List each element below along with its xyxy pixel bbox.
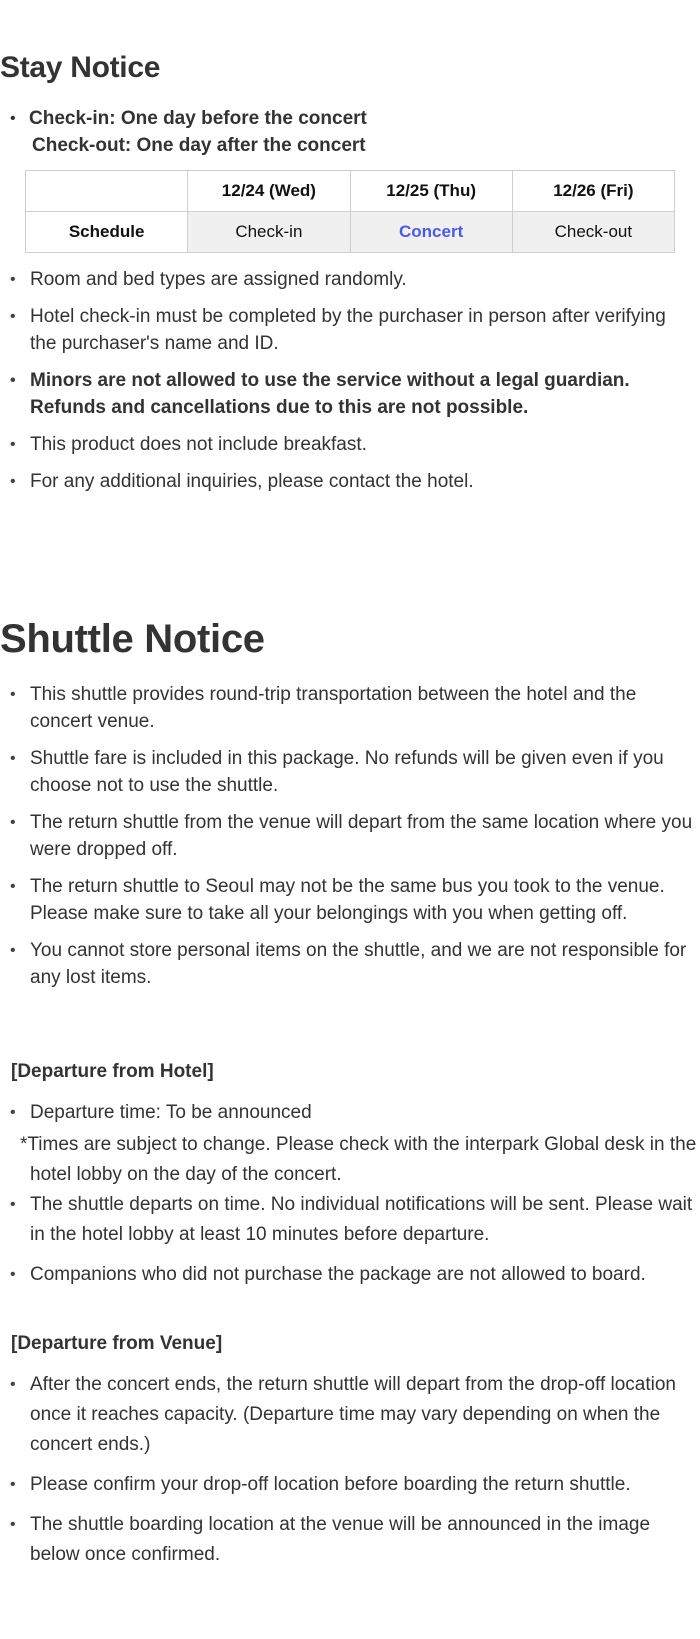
checkin-bullet <box>0 105 690 132</box>
bullet-dot: • <box>10 750 16 767</box>
venue-departure-list <box>0 1370 700 1580</box>
list-item: • The return shuttle to Seoul may not be the same bus you took to the venue. Please make sure to take all your belongings with you when getting off. <box>0 873 700 927</box>
list-item: • After the concert ends, the return shuttle will depart from the drop-off location once it reaches capacity. (Departure time may vary depending on when the concert ends.) <box>0 1370 700 1460</box>
checkin-line: Check-in: One day before the concert <box>29 108 367 129</box>
bullet-dot: • <box>10 686 16 703</box>
hotel-departure-section <box>0 1098 700 1290</box>
bullet-dot: • <box>10 1196 16 1213</box>
list-item: • This shuttle provides round-trip transportation between the hotel and the concert venue. <box>0 681 700 735</box>
bullet-dot: • <box>10 1516 16 1533</box>
bullet-dot: • <box>10 1266 16 1283</box>
hotel-departure-heading: [Departure from Hotel] <box>11 1061 214 1082</box>
schedule-header-row <box>26 171 675 212</box>
table-header-empty <box>26 171 188 212</box>
stay-notice-title: Stay Notice <box>0 51 161 84</box>
list-item: • You cannot store personal items on the shuttle, and we are not responsible for any lost items. <box>0 937 700 991</box>
schedule-cell-concert: Concert <box>350 212 512 253</box>
bullet-dot: • <box>10 1376 16 1393</box>
bullet-dot: • <box>10 110 16 127</box>
list-item-warning: • Minors are not allowed to use the service without a legal guardian. Refunds and cancellations due to this are not possible. <box>0 367 690 421</box>
schedule-cell-checkin: Check-in <box>188 212 350 253</box>
list-item: • The return shuttle from the venue will depart from the same location where you were dropped off. <box>0 809 700 863</box>
venue-departure-heading: [Departure from Venue] <box>11 1333 223 1354</box>
schedule-row-label: Schedule <box>26 212 188 253</box>
table-header-date: 12/24 (Wed) <box>188 171 350 212</box>
list-item: • The shuttle departs on time. No individual notifications will be sent. Please wait in the hotel lobby at least 10 minutes before departure. <box>0 1190 700 1250</box>
bullet-dot: • <box>10 1476 16 1493</box>
stay-notice-list <box>0 266 690 505</box>
bullet-dot: • <box>10 308 16 325</box>
list-item: • This product does not include breakfast. <box>0 431 690 458</box>
bullet-dot: • <box>10 436 16 453</box>
schedule-cell-checkout: Check-out <box>512 212 674 253</box>
hotel-departure-list-more <box>0 1190 700 1290</box>
list-item: • Please confirm your drop-off location before boarding the return shuttle. <box>0 1470 700 1500</box>
hotel-departure-list <box>0 1098 700 1128</box>
list-item: • For any additional inquiries, please contact the hotel. <box>0 468 690 495</box>
table-header-date: 12/25 (Thu) <box>350 171 512 212</box>
bullet-dot: • <box>10 473 16 490</box>
list-item: • Room and bed types are assigned randomly. <box>0 266 690 293</box>
table-header-date: 12/26 (Fri) <box>512 171 674 212</box>
list-item-departure-time: • Departure time: To be announced <box>0 1098 700 1128</box>
bullet-dot: • <box>10 1104 16 1121</box>
list-item: • Hotel check-in must be completed by the purchaser in person after verifying the purchaser's name and ID. <box>0 303 690 357</box>
checkin-summary <box>0 105 690 159</box>
bullet-dot: • <box>10 814 16 831</box>
list-item: • The shuttle boarding location at the venue will be announced in the image below once confirmed. <box>0 1510 700 1570</box>
bullet-dot: • <box>10 271 16 288</box>
shuttle-notice-title: Shuttle Notice <box>0 617 265 661</box>
bullet-dot: • <box>10 878 16 895</box>
bullet-dot: • <box>10 942 16 959</box>
schedule-table <box>25 170 675 253</box>
schedule-row <box>26 212 675 253</box>
list-item: • Shuttle fare is included in this package. No refunds will be given even if you choose not to use the shuttle. <box>0 745 700 799</box>
list-item: • Companions who did not purchase the package are not allowed to board. <box>0 1260 700 1290</box>
bullet-dot: • <box>10 372 16 389</box>
shuttle-notice-list <box>0 681 700 1001</box>
time-change-note: *Times are subject to change. Please check with the interpark Global desk in the hotel lobby on the day of the concert. <box>20 1134 697 1185</box>
checkout-line: Check-out: One day after the concert <box>32 135 366 156</box>
